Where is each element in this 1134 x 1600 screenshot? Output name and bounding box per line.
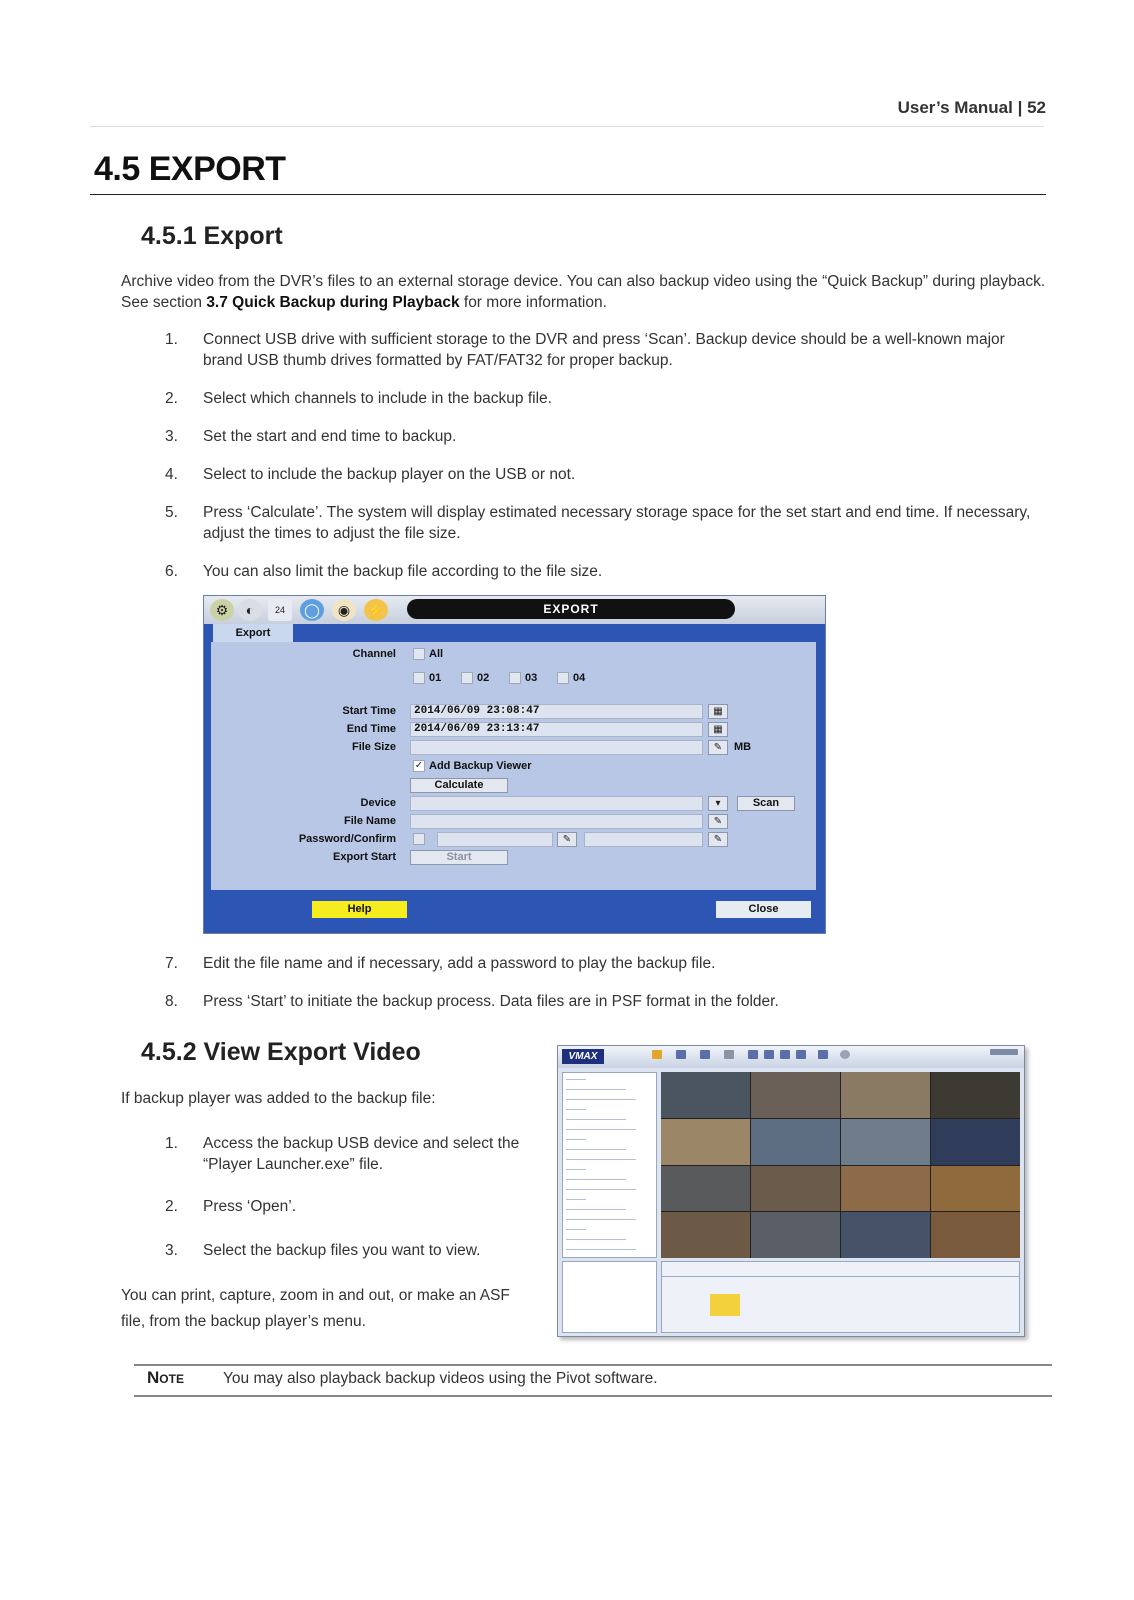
video-tile[interactable] <box>751 1072 840 1118</box>
layout-16-icon[interactable] <box>796 1050 806 1059</box>
calculate-button[interactable]: Calculate <box>410 778 508 793</box>
step-text: Press ‘Calculate’. The system will display estimated necessary storage space for the set start and end time. If necessary, adjust the times to adjust the file size. <box>203 504 1031 542</box>
intro-text-2: for more information. <box>459 294 607 311</box>
step-number: 5. <box>165 504 178 521</box>
step-text: Select which channels to include in the backup file. <box>203 390 552 407</box>
channel-03-checkbox[interactable] <box>509 672 521 684</box>
video-tile[interactable] <box>931 1119 1020 1165</box>
display-icon[interactable]: ◐ <box>238 599 262 621</box>
step-number: 1. <box>165 1135 178 1152</box>
channel-all-checkbox[interactable] <box>413 648 425 660</box>
step-text: Connect USB drive with sufficient storage to the DVR and press ‘Scan’. Backup device should be a well-known major brand USB thumb drives formatted by FAT/FAT32 for proper backup. <box>203 331 1005 369</box>
note-top-rule <box>134 1364 1052 1366</box>
file-name-field[interactable] <box>410 814 703 829</box>
file-name-edit-icon[interactable]: ✎ <box>708 814 728 829</box>
password-confirm-field[interactable] <box>584 832 703 847</box>
calendar[interactable] <box>562 1261 657 1333</box>
channel-all-label: All <box>429 648 444 660</box>
file-tree <box>562 1072 657 1258</box>
channel-02-checkbox[interactable] <box>461 672 473 684</box>
dialog-toolbar <box>204 596 825 624</box>
section-rule <box>90 194 1046 195</box>
step-number: 7. <box>165 955 178 972</box>
option-icon[interactable] <box>840 1050 850 1059</box>
disc-icon[interactable]: ◉ <box>332 599 356 621</box>
step-text: Access the backup USB device and select the “Player Launcher.exe” file. <box>203 1135 520 1173</box>
video-tile[interactable] <box>931 1212 1020 1258</box>
running-header <box>898 98 1046 118</box>
file-size-label: File Size <box>351 741 396 753</box>
end-time-field[interactable]: 2014/06/09 23:13:47 <box>410 722 703 737</box>
layout-4-icon[interactable] <box>764 1050 774 1059</box>
password-edit-icon[interactable]: ✎ <box>557 832 577 847</box>
video-tile[interactable] <box>841 1072 930 1118</box>
step-number: 2. <box>165 390 178 407</box>
page-number: 52 <box>1027 98 1046 117</box>
video-tile[interactable] <box>841 1166 930 1212</box>
add-backup-viewer-label: Add Backup Viewer <box>429 760 532 772</box>
device-select[interactable] <box>410 796 703 811</box>
video-tile[interactable] <box>661 1166 750 1212</box>
note-label: Note <box>147 1368 184 1387</box>
step-number: 3. <box>165 1242 178 1259</box>
video-tile[interactable] <box>841 1212 930 1258</box>
view-intro: If backup player was added to the backup file: <box>121 1090 436 1107</box>
step-text: Press ‘Start’ to initiate the backup process. Data files are in PSF format in the folder. <box>203 993 779 1010</box>
add-backup-viewer-checkbox[interactable]: ✓ <box>414 760 424 771</box>
view-outro: You can print, capture, zoom in and out, or make an ASF file, from the backup player’s menu. <box>121 1287 510 1330</box>
subsection-title-view-export: 4.5.2 View Export Video <box>141 1038 421 1066</box>
channel-01-checkbox[interactable] <box>413 672 425 684</box>
channel-label: Channel <box>352 648 396 660</box>
window-controls-icon[interactable] <box>990 1049 1018 1055</box>
backup-player-screenshot <box>557 1045 1025 1337</box>
export-dialog-screenshot <box>203 595 826 934</box>
step-text: Press ‘Open’. <box>203 1198 297 1215</box>
start-time-field[interactable]: 2014/06/09 23:08:47 <box>410 704 703 719</box>
close-button[interactable]: Close <box>716 901 811 918</box>
step-number: 2. <box>165 1198 178 1215</box>
step-number: 4. <box>165 466 178 483</box>
step-text: Select the backup files you want to view. <box>203 1242 481 1259</box>
layout-1-icon[interactable] <box>748 1050 758 1059</box>
password-confirm-edit-icon[interactable]: ✎ <box>708 832 728 847</box>
print-icon[interactable] <box>724 1050 734 1059</box>
scan-button[interactable]: Scan <box>737 796 795 811</box>
section-title: 4.5 EXPORT <box>94 150 286 188</box>
file-size-field[interactable] <box>410 740 703 755</box>
start-time-label: Start Time <box>342 705 396 717</box>
step-number: 3. <box>165 428 178 445</box>
open-icon[interactable] <box>652 1050 662 1059</box>
header-rule <box>90 126 1044 127</box>
video-tile[interactable] <box>751 1166 840 1212</box>
channel-label-01: 01 <box>429 672 442 684</box>
step-number: 1. <box>165 331 178 348</box>
video-tile[interactable] <box>751 1212 840 1258</box>
intro-text-1: Archive video from the DVR’s files to an external storage device. You can also backup video using the “Quick Backup” during playback. See section <box>121 273 1046 311</box>
help-button[interactable]: Help <box>312 901 407 918</box>
step-text: You can also limit the backup file according to the file size. <box>203 563 603 580</box>
movie-icon[interactable] <box>700 1050 710 1059</box>
channel-04-checkbox[interactable] <box>557 672 569 684</box>
image-icon[interactable] <box>676 1050 686 1059</box>
video-tile[interactable] <box>931 1072 1020 1118</box>
export-start-label: Export Start <box>333 851 396 863</box>
layout-9-icon[interactable] <box>780 1050 790 1059</box>
video-tile[interactable] <box>661 1119 750 1165</box>
player-toolbar <box>558 1046 1024 1068</box>
video-tile[interactable] <box>751 1119 840 1165</box>
player-logo: VMAX <box>562 1049 604 1064</box>
calendar-icon[interactable]: 24 <box>268 599 292 621</box>
device-dropdown-icon[interactable]: ▾ <box>708 796 728 811</box>
file-size-unit: MB <box>734 741 752 753</box>
event-icon[interactable]: ⚡ <box>364 599 388 621</box>
note-text: You may also playback backup videos using the Pivot software. <box>223 1370 658 1387</box>
intro-link: 3.7 Quick Backup during Playback <box>206 294 460 311</box>
header-title: User’s Manual | <box>897 98 1023 117</box>
password-field[interactable] <box>437 832 553 847</box>
step-text: Select to include the backup player on the USB or not. <box>203 466 576 483</box>
device-label: Device <box>360 797 396 809</box>
network-icon[interactable]: ◯ <box>300 599 324 621</box>
video-tile[interactable] <box>931 1166 1020 1212</box>
step-text: Set the start and end time to backup. <box>203 428 457 445</box>
full-screen-icon[interactable] <box>818 1050 828 1059</box>
step-number: 8. <box>165 993 178 1010</box>
timeline-recording-bar[interactable] <box>710 1294 740 1316</box>
channel-label-02: 02 <box>477 672 490 684</box>
setup-icon[interactable]: ⚙ <box>210 599 234 621</box>
start-button[interactable]: Start <box>410 850 508 865</box>
subsection-title-export: 4.5.1 Export <box>141 222 283 250</box>
channel-label-03: 03 <box>525 672 538 684</box>
dialog-title: EXPORT <box>407 599 735 619</box>
channel-label-04: 04 <box>573 672 586 684</box>
export-intro <box>121 271 1051 313</box>
end-time-calendar-icon[interactable]: ▦ <box>708 722 728 737</box>
file-size-edit-icon[interactable]: ✎ <box>708 740 728 755</box>
video-grid <box>661 1072 1020 1258</box>
start-time-calendar-icon[interactable]: ▦ <box>708 704 728 719</box>
password-checkbox[interactable] <box>413 833 425 845</box>
video-tile[interactable] <box>841 1119 930 1165</box>
video-tile[interactable] <box>661 1072 750 1118</box>
file-name-label: File Name <box>344 815 396 827</box>
export-panel <box>211 642 816 890</box>
video-tile[interactable] <box>661 1212 750 1258</box>
tab-export[interactable]: Export <box>213 624 293 643</box>
note-bottom-rule <box>134 1395 1052 1397</box>
end-time-label: End Time <box>346 723 396 735</box>
step-text: Edit the file name and if necessary, add a password to play the backup file. <box>203 955 716 972</box>
step-number: 6. <box>165 563 178 580</box>
password-label: Password/Confirm <box>298 833 396 845</box>
timeline[interactable] <box>661 1261 1020 1333</box>
